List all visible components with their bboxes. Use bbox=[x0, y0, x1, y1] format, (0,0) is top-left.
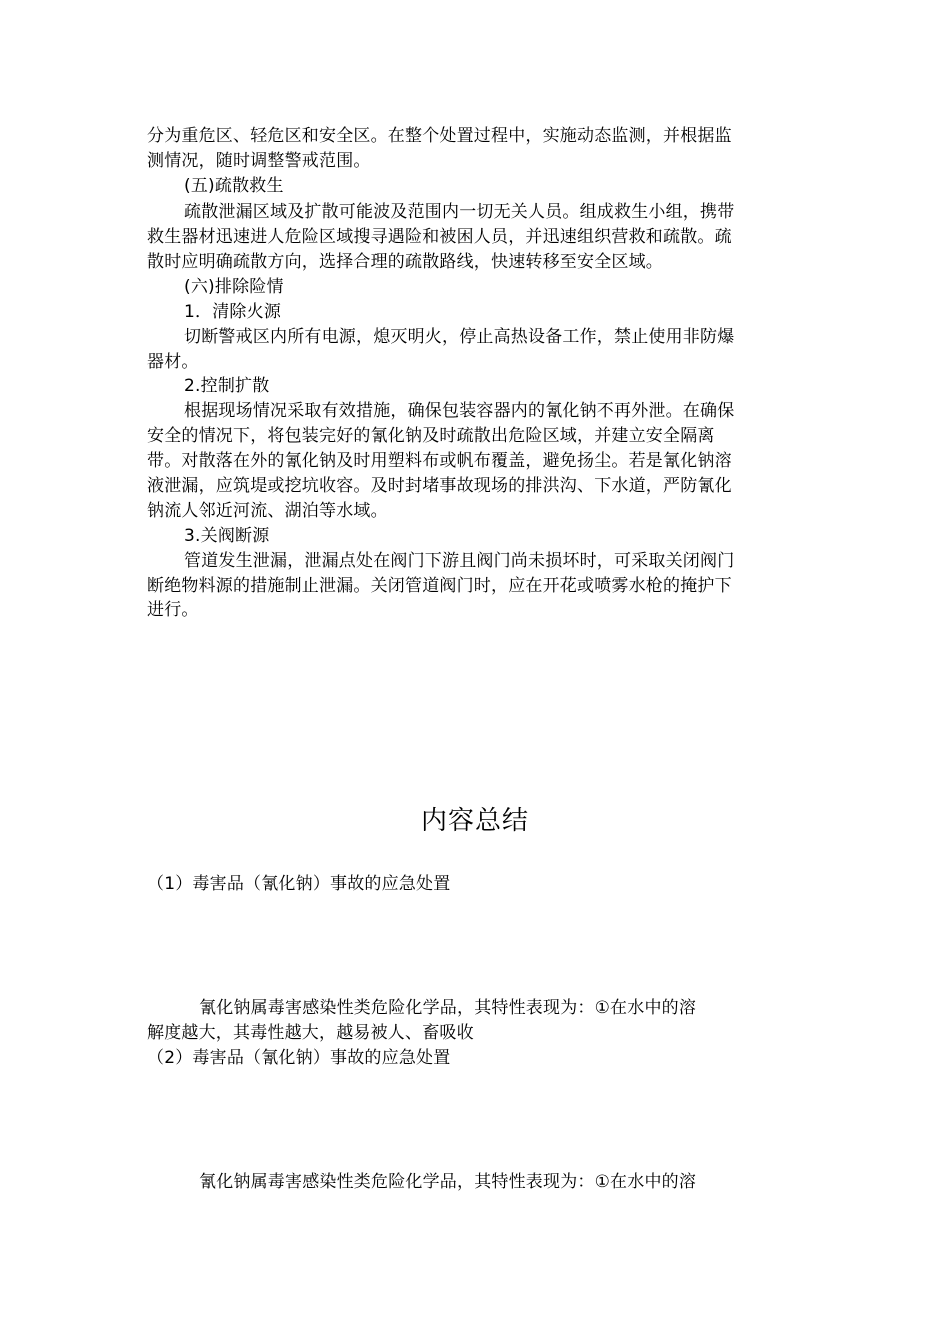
body-line-15: 液泄漏，应筑堤或挖坑收容。及时封堵事故现场的排洪沟、下水道，严防氰化 bbox=[147, 476, 732, 496]
body-line-2: 测情况，随时调整警戒范围。 bbox=[147, 151, 371, 171]
section-heading-evacuation: (五)疏散救生 bbox=[184, 176, 284, 196]
summary-title: 内容总结 bbox=[420, 806, 529, 836]
body-line-19: 断绝物料源的措施制止泄漏。关闭管道阀门时，应在开花或喷雾水枪的掩护下 bbox=[147, 576, 732, 596]
summary-item-1-heading: （1）毒害品（氰化钠）事故的应急处置 bbox=[147, 874, 451, 894]
summary-item-1-text-line-1: 氰化钠属毒害感染性类危险化学品，其特性表现为：①在水中的溶 bbox=[199, 998, 697, 1018]
body-line-5: 救生器材迅速进人危险区域搜寻遇险和被困人员，并迅速组织营救和疏散。疏 bbox=[147, 227, 732, 247]
summary-item-2-heading: （2）毒害品（氰化钠）事故的应急处置 bbox=[147, 1048, 451, 1068]
subheading-control-spread: 2.控制扩散 bbox=[184, 376, 270, 396]
subheading-close-valve: 3.关阀断源 bbox=[184, 526, 270, 546]
body-line-13: 安全的情况下，将包装完好的氰化钠及时疏散出危险区域，并建立安全隔离 bbox=[147, 426, 715, 446]
body-line-16: 钠流人邻近河流、湖泊等水域。 bbox=[147, 501, 388, 521]
body-line-20: 进行。 bbox=[147, 600, 199, 620]
subheading-fire-source: 1．清除火源 bbox=[184, 302, 282, 322]
section-heading-hazard-removal: (六)排除险情 bbox=[184, 277, 284, 297]
body-line-4: 疏散泄漏区域及扩散可能波及范围内一切无关人员。组成救生小组，携带 bbox=[184, 202, 735, 222]
body-line-9: 切断警戒区内所有电源，熄灭明火，停止高热设备工作，禁止使用非防爆 bbox=[184, 327, 735, 347]
body-line-14: 带。对散落在外的氰化钠及时用塑料布或帆布覆盖，避免扬尘。若是氰化钠溶 bbox=[147, 451, 732, 471]
body-line-1: 分为重危区、轻危区和安全区。在整个处置过程中，实施动态监测，并根据监 bbox=[147, 126, 732, 146]
body-line-6: 散时应明确疏散方向，选择合理的疏散路线，快速转移至安全区域。 bbox=[147, 252, 663, 272]
body-line-18: 管道发生泄漏，泄漏点处在阀门下游且阀门尚未损坏时，可采取关闭阀门 bbox=[184, 551, 735, 571]
body-line-10: 器材。 bbox=[147, 352, 199, 372]
summary-item-2-text-line-1: 氰化钠属毒害感染性类危险化学品，其特性表现为：①在水中的溶 bbox=[199, 1172, 697, 1192]
body-line-12: 根据现场情况采取有效措施，确保包装容器内的氰化钠不再外泄。在确保 bbox=[184, 401, 735, 421]
summary-item-1-text-line-2: 解度越大，其毒性越大，越易被人、畜吸收 bbox=[147, 1023, 474, 1043]
